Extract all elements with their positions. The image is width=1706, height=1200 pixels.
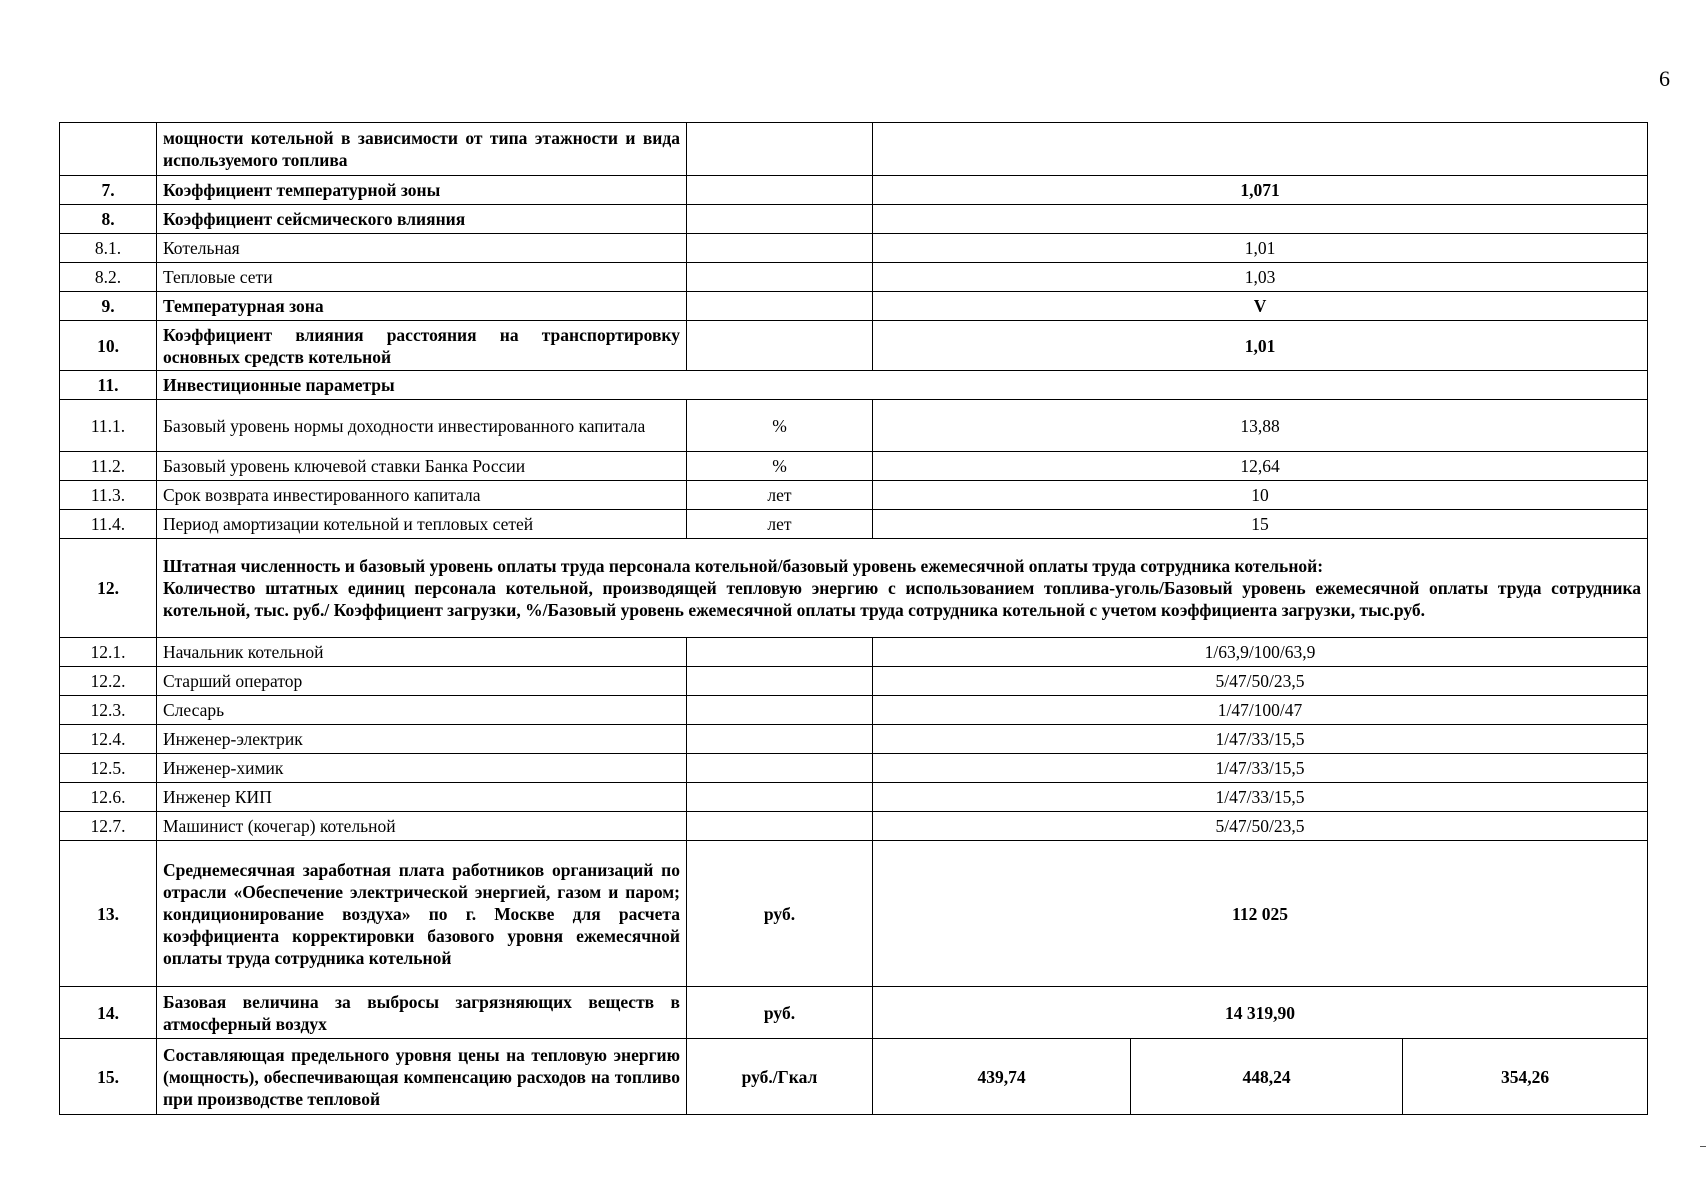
table-row [60, 371, 1648, 400]
parameters-table [59, 122, 1648, 1115]
row-value-1: 439,74 [873, 1039, 1131, 1115]
row-number: 11.1. [60, 400, 157, 452]
table-row [60, 667, 1648, 696]
row-name: Период амортизации котельной и тепловых сетей [157, 510, 687, 539]
row-value: 10 [873, 481, 1648, 510]
row-number: 14. [60, 987, 157, 1039]
row-name: Срок возврата инвестированного капитала [157, 481, 687, 510]
row-number: 8.2. [60, 263, 157, 292]
row-number: 12.5. [60, 754, 157, 783]
table-row [60, 1039, 1648, 1115]
row-number: 11.4. [60, 510, 157, 539]
row-unit [687, 176, 873, 205]
table-row [60, 263, 1648, 292]
row-name: Инженер КИП [157, 783, 687, 812]
row-name: Коэффициент температурной зоны [157, 176, 687, 205]
row-name: Базовый уровень нормы доходности инвестированного капитала [157, 400, 687, 452]
row-number: 11.3. [60, 481, 157, 510]
row-name: Старший оператор [157, 667, 687, 696]
row-unit [687, 696, 873, 725]
row-unit [687, 725, 873, 754]
row-unit [687, 123, 873, 176]
row-name [157, 539, 1648, 638]
table-row [60, 696, 1648, 725]
table-row [60, 234, 1648, 263]
row-number: 12.7. [60, 812, 157, 841]
row-value [873, 205, 1648, 234]
row-unit [687, 234, 873, 263]
row-value: 13,88 [873, 400, 1648, 452]
row-value: 5/47/50/23,5 [873, 667, 1648, 696]
row-value: 112 025 [873, 841, 1648, 987]
row-name: Среднемесячная заработная плата работников организаций по отрасли «Обеспечение электрической энергией, газом и паром; кондиционирование воздуха» по г. Москве для расчета коэффициента корректировки базового уровня ежемесячной оплаты труда сотрудника котельной [157, 841, 687, 987]
staff-header-line: Штатная численность и базовый уровень оплаты труда персонала котельной/базовый уровень ежемесячной оплаты труда сотрудника котельной: [163, 556, 1324, 576]
row-name: Тепловые сети [157, 263, 687, 292]
row-number: 12.2. [60, 667, 157, 696]
row-number: 15. [60, 1039, 157, 1115]
row-unit: лет [687, 481, 873, 510]
table-row [60, 812, 1648, 841]
row-unit: лет [687, 510, 873, 539]
row-number: 12.4. [60, 725, 157, 754]
row-unit [687, 783, 873, 812]
row-number: 8.1. [60, 234, 157, 263]
row-value: 12,64 [873, 452, 1648, 481]
row-name: Инвестиционные параметры [157, 371, 1648, 400]
row-unit [687, 263, 873, 292]
table-row [60, 205, 1648, 234]
row-value: 1,03 [873, 263, 1648, 292]
row-unit: % [687, 452, 873, 481]
table-row [60, 481, 1648, 510]
table-row [60, 176, 1648, 205]
row-value: 14 319,90 [873, 987, 1648, 1039]
row-number: 10. [60, 321, 157, 371]
row-unit [687, 667, 873, 696]
row-name: Котельная [157, 234, 687, 263]
row-number: 12.3. [60, 696, 157, 725]
row-name: Инженер-электрик [157, 725, 687, 754]
row-name: Слесарь [157, 696, 687, 725]
table-row [60, 841, 1648, 987]
row-value: 1,01 [873, 321, 1648, 371]
table-row [60, 452, 1648, 481]
row-unit: руб./Гкал [687, 1039, 873, 1115]
row-value-3: 354,26 [1403, 1039, 1648, 1115]
row-number: 7. [60, 176, 157, 205]
row-name: Коэффициент сейсмического влияния [157, 205, 687, 234]
row-name: Базовый уровень ключевой ставки Банка России [157, 452, 687, 481]
row-name: Инженер-химик [157, 754, 687, 783]
table-row [60, 123, 1648, 176]
row-number: 12. [60, 539, 157, 638]
row-number: 9. [60, 292, 157, 321]
row-number: 11.2. [60, 452, 157, 481]
row-value: 1,071 [873, 176, 1648, 205]
row-unit [687, 812, 873, 841]
row-value: 1,01 [873, 234, 1648, 263]
row-number [60, 123, 157, 176]
row-name: Начальник котельной [157, 638, 687, 667]
row-value: 5/47/50/23,5 [873, 812, 1648, 841]
row-unit: руб. [687, 987, 873, 1039]
row-unit [687, 638, 873, 667]
row-number: 13. [60, 841, 157, 987]
table-row [60, 539, 1648, 638]
table-row [60, 400, 1648, 452]
row-value: 1/63,9/100/63,9 [873, 638, 1648, 667]
row-value: 15 [873, 510, 1648, 539]
row-number: 12.1. [60, 638, 157, 667]
row-value: 1/47/100/47 [873, 696, 1648, 725]
row-value [873, 123, 1648, 176]
row-number: 11. [60, 371, 157, 400]
row-name: Температурная зона [157, 292, 687, 321]
row-unit [687, 205, 873, 234]
row-name: Составляющая предельного уровня цены на тепловую энергию (мощность), обеспечивающая компенсацию расходов на топливо при производстве тепловой [157, 1039, 687, 1115]
page-number: 6 [1659, 66, 1670, 91]
row-name: Коэффициент влияния расстояния на транспортировку основных средств котельной [157, 321, 687, 371]
row-number: 8. [60, 205, 157, 234]
edge-mark [1700, 1146, 1706, 1147]
row-value: V [873, 292, 1648, 321]
staff-header-description: Количество штатных единиц персонала котельной, производящей тепловую энергию с использованием топлива-уголь/Базовый уровень ежемесячной оплаты труда сотрудника котельной, тыс. руб./ Коэффициент загрузки, %/Базовый уровень ежемесячной оплаты труда сотрудника котельной с учетом коэффициента загрузки, тыс.руб. [163, 578, 1642, 620]
table-row [60, 638, 1648, 667]
row-name: Машинист (кочегар) котельной [157, 812, 687, 841]
row-unit: руб. [687, 841, 873, 987]
row-value: 1/47/33/15,5 [873, 754, 1648, 783]
row-value: 1/47/33/15,5 [873, 783, 1648, 812]
table-row [60, 783, 1648, 812]
row-unit [687, 321, 873, 371]
row-unit [687, 754, 873, 783]
table-row [60, 754, 1648, 783]
table-row [60, 987, 1648, 1039]
row-value: 1/47/33/15,5 [873, 725, 1648, 754]
row-name: Базовая величина за выбросы загрязняющих веществ в атмосферный воздух [157, 987, 687, 1039]
row-unit: % [687, 400, 873, 452]
row-value-2: 448,24 [1131, 1039, 1403, 1115]
row-name: мощности котельной в зависимости от типа этажности и вида используемого топлива [157, 123, 687, 176]
table-row [60, 725, 1648, 754]
table-row [60, 321, 1648, 371]
table-row [60, 510, 1648, 539]
row-unit [687, 292, 873, 321]
row-number: 12.6. [60, 783, 157, 812]
table-row [60, 292, 1648, 321]
